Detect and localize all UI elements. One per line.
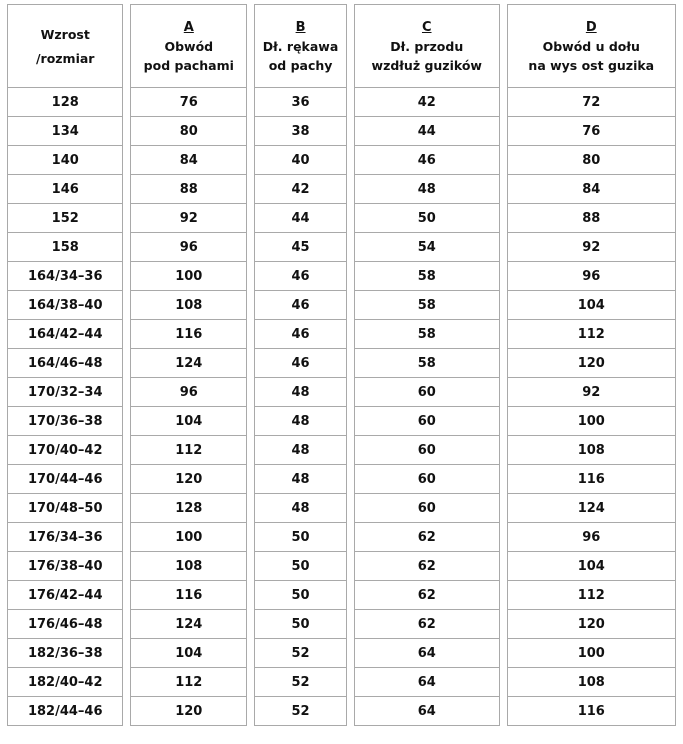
measurement-cell: 64 <box>354 697 500 726</box>
measurement-cell: 76 <box>507 117 676 146</box>
column-label-line: /rozmiar <box>35 50 95 66</box>
measurement-cell: 40 <box>254 146 347 175</box>
measurement-cell: 124 <box>130 349 247 378</box>
header-col-d <box>507 4 676 88</box>
table-row <box>7 552 676 581</box>
table-row <box>7 436 676 465</box>
measurement-cell: 96 <box>130 233 247 262</box>
measurement-cell: 84 <box>507 175 676 204</box>
measurement-cell: 52 <box>254 639 347 668</box>
measurement-cell: 46 <box>354 146 500 175</box>
size-cell: 176/38–40 <box>7 552 123 581</box>
size-cell: 158 <box>7 233 123 262</box>
table-body <box>7 88 676 726</box>
table-row <box>7 233 676 262</box>
table-row <box>7 378 676 407</box>
size-cell: 152 <box>7 204 123 233</box>
measurement-cell: 92 <box>130 204 247 233</box>
header-row <box>7 4 676 88</box>
measurement-cell: 108 <box>507 436 676 465</box>
measurement-cell: 120 <box>130 697 247 726</box>
table-row <box>7 407 676 436</box>
size-cell: 170/44–46 <box>7 465 123 494</box>
size-cell: 176/42–44 <box>7 581 123 610</box>
measurement-cell: 48 <box>254 378 347 407</box>
measurement-cell: 58 <box>354 262 500 291</box>
column-letter: C <box>421 19 432 35</box>
size-cell: 182/40–42 <box>7 668 123 697</box>
size-cell: 164/46–48 <box>7 349 123 378</box>
size-cell: 146 <box>7 175 123 204</box>
measurement-cell: 62 <box>354 523 500 552</box>
size-cell: 170/40–42 <box>7 436 123 465</box>
measurement-cell: 50 <box>254 610 347 639</box>
column-letter: B <box>295 19 306 35</box>
measurement-cell: 48 <box>254 407 347 436</box>
table-row <box>7 146 676 175</box>
measurement-cell: 124 <box>507 494 676 523</box>
measurement-cell: 60 <box>354 436 500 465</box>
measurement-cell: 46 <box>254 349 347 378</box>
table-header <box>7 4 676 88</box>
column-label-line: Obwód u dołu <box>542 38 640 54</box>
measurement-cell: 48 <box>254 494 347 523</box>
size-cell: 164/42–44 <box>7 320 123 349</box>
measurement-cell: 104 <box>130 639 247 668</box>
measurement-cell: 50 <box>354 204 500 233</box>
measurement-cell: 50 <box>254 581 347 610</box>
measurement-cell: 120 <box>507 610 676 639</box>
size-cell: 182/44–46 <box>7 697 123 726</box>
table-row <box>7 465 676 494</box>
measurement-cell: 42 <box>354 88 500 117</box>
measurement-cell: 104 <box>130 407 247 436</box>
column-label-line: na wys ost guzika <box>528 57 655 73</box>
measurement-cell: 54 <box>354 233 500 262</box>
size-table <box>0 4 683 726</box>
measurement-cell: 48 <box>254 465 347 494</box>
measurement-cell: 84 <box>130 146 247 175</box>
size-cell: 176/34–36 <box>7 523 123 552</box>
measurement-cell: 100 <box>130 262 247 291</box>
measurement-cell: 104 <box>507 552 676 581</box>
measurement-cell: 112 <box>130 668 247 697</box>
measurement-cell: 112 <box>507 581 676 610</box>
measurement-cell: 38 <box>254 117 347 146</box>
measurement-cell: 96 <box>130 378 247 407</box>
measurement-cell: 44 <box>254 204 347 233</box>
measurement-cell: 52 <box>254 697 347 726</box>
table-row <box>7 494 676 523</box>
measurement-cell: 100 <box>130 523 247 552</box>
size-cell: 164/38–40 <box>7 291 123 320</box>
measurement-cell: 52 <box>254 668 347 697</box>
measurement-cell: 108 <box>507 668 676 697</box>
table-row <box>7 349 676 378</box>
measurement-cell: 80 <box>130 117 247 146</box>
size-cell: 170/48–50 <box>7 494 123 523</box>
column-label-line: Obwód <box>164 38 214 54</box>
measurement-cell: 58 <box>354 320 500 349</box>
measurement-cell: 112 <box>130 436 247 465</box>
measurement-cell: 88 <box>130 175 247 204</box>
column-label-line: od pachy <box>268 57 333 73</box>
measurement-cell: 76 <box>130 88 247 117</box>
measurement-cell: 64 <box>354 668 500 697</box>
size-cell: 170/36–38 <box>7 407 123 436</box>
measurement-cell: 100 <box>507 407 676 436</box>
table-row <box>7 117 676 146</box>
measurement-cell: 112 <box>507 320 676 349</box>
measurement-cell: 50 <box>254 523 347 552</box>
column-label-line: Wzrost <box>40 26 90 42</box>
measurement-cell: 48 <box>254 436 347 465</box>
measurement-cell: 45 <box>254 233 347 262</box>
measurement-cell: 46 <box>254 262 347 291</box>
measurement-cell: 62 <box>354 581 500 610</box>
measurement-cell: 60 <box>354 378 500 407</box>
measurement-cell: 42 <box>254 175 347 204</box>
measurement-cell: 46 <box>254 320 347 349</box>
table-row <box>7 581 676 610</box>
size-cell: 140 <box>7 146 123 175</box>
measurement-cell: 104 <box>507 291 676 320</box>
measurement-cell: 58 <box>354 349 500 378</box>
table-row <box>7 610 676 639</box>
measurement-cell: 60 <box>354 407 500 436</box>
table-row <box>7 175 676 204</box>
measurement-cell: 60 <box>354 465 500 494</box>
measurement-cell: 48 <box>354 175 500 204</box>
header-wzrost-rozmiar <box>7 4 123 88</box>
size-cell: 182/36–38 <box>7 639 123 668</box>
column-label-line: pod pachami <box>143 57 234 73</box>
measurement-cell: 62 <box>354 610 500 639</box>
size-cell: 176/46–48 <box>7 610 123 639</box>
header-col-c <box>354 4 500 88</box>
measurement-cell: 108 <box>130 552 247 581</box>
size-cell: 170/32–34 <box>7 378 123 407</box>
table-row <box>7 204 676 233</box>
measurement-cell: 58 <box>354 291 500 320</box>
measurement-cell: 116 <box>507 697 676 726</box>
column-letter: A <box>183 19 194 35</box>
measurement-cell: 64 <box>354 639 500 668</box>
measurement-cell: 120 <box>130 465 247 494</box>
table-row <box>7 262 676 291</box>
size-cell: 164/34–36 <box>7 262 123 291</box>
size-cell: 134 <box>7 117 123 146</box>
measurement-cell: 128 <box>130 494 247 523</box>
measurement-cell: 116 <box>130 581 247 610</box>
measurement-cell: 100 <box>507 639 676 668</box>
column-label-line: Dł. przodu <box>390 38 464 54</box>
measurement-cell: 96 <box>507 523 676 552</box>
measurement-cell: 116 <box>507 465 676 494</box>
size-cell: 128 <box>7 88 123 117</box>
measurement-cell: 50 <box>254 552 347 581</box>
table-row <box>7 291 676 320</box>
measurement-cell: 36 <box>254 88 347 117</box>
measurement-cell: 124 <box>130 610 247 639</box>
measurement-cell: 92 <box>507 233 676 262</box>
measurement-cell: 72 <box>507 88 676 117</box>
column-label-line: wzdłuż guzików <box>371 57 482 73</box>
measurement-cell: 88 <box>507 204 676 233</box>
measurement-cell: 60 <box>354 494 500 523</box>
measurement-cell: 46 <box>254 291 347 320</box>
table-row <box>7 320 676 349</box>
measurement-cell: 116 <box>130 320 247 349</box>
measurement-cell: 108 <box>130 291 247 320</box>
header-col-a <box>130 4 247 88</box>
table-row <box>7 639 676 668</box>
table-row <box>7 697 676 726</box>
measurement-cell: 62 <box>354 552 500 581</box>
table-row <box>7 88 676 117</box>
table-row <box>7 523 676 552</box>
table-row <box>7 668 676 697</box>
measurement-cell: 96 <box>507 262 676 291</box>
measurement-cell: 120 <box>507 349 676 378</box>
header-col-b <box>254 4 347 88</box>
measurement-cell: 92 <box>507 378 676 407</box>
measurement-cell: 80 <box>507 146 676 175</box>
column-label-line: Dł. rękawa <box>262 38 339 54</box>
measurement-cell: 44 <box>354 117 500 146</box>
column-letter: D <box>585 19 597 35</box>
